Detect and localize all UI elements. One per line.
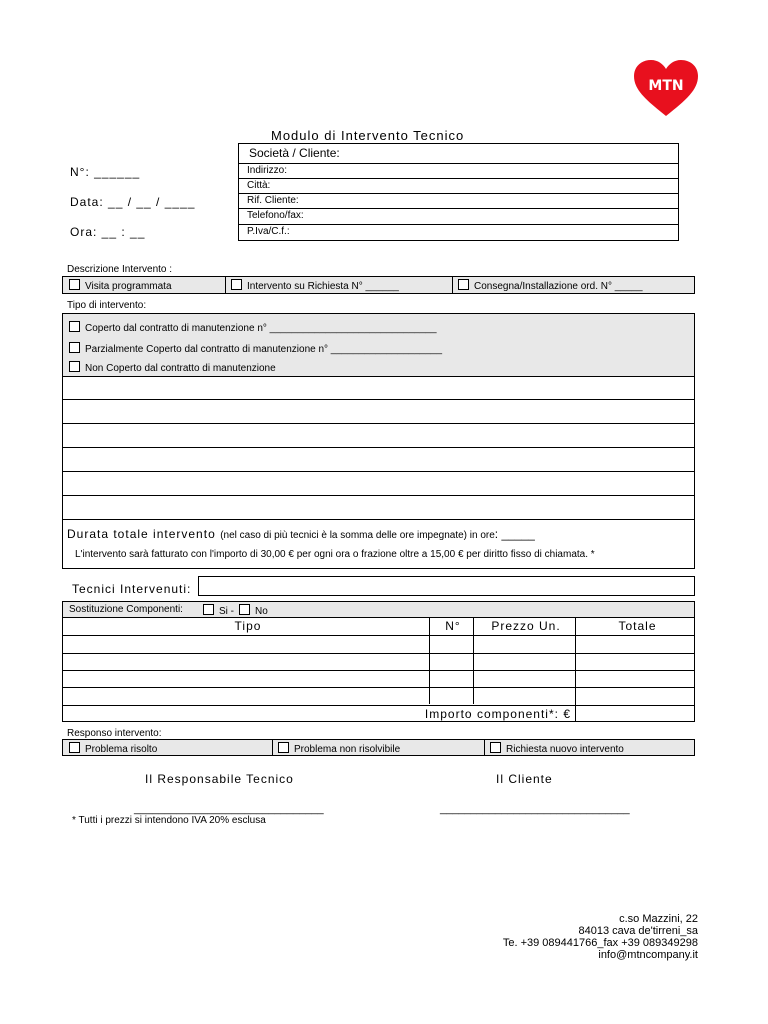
- societa-field[interactable]: Società / Cliente:: [249, 146, 340, 160]
- checkbox-icon[interactable]: [203, 604, 214, 615]
- checkbox-icon[interactable]: [458, 279, 469, 290]
- footer-line-4: info@mtncompany.it: [598, 949, 698, 961]
- checkbox-icon[interactable]: [69, 321, 80, 332]
- col-tipo: Tipo: [234, 619, 262, 633]
- durata-field[interactable]: Durata totale intervento (nel caso di più tecnici è la somma delle ore impegnate) in ore: _____: [67, 527, 535, 541]
- sostituzione-no-option[interactable]: No: [235, 604, 268, 617]
- tecnici-input[interactable]: [198, 576, 695, 596]
- checkbox-icon[interactable]: [69, 342, 80, 353]
- rif-cliente-field[interactable]: Rif. Cliente:: [247, 195, 299, 206]
- mtn-logo: [632, 58, 700, 118]
- sostituzione-si-option[interactable]: Si -: [199, 604, 234, 617]
- checkbox-icon[interactable]: [69, 279, 80, 290]
- data-field[interactable]: Data: __ / __ / ____: [70, 195, 196, 209]
- consegna-installazione-option[interactable]: Consegna/Installazione ord. N° _____: [454, 279, 643, 292]
- responsabile-tecnico-label: Il Responsabile Tecnico: [145, 772, 294, 786]
- coperto-option[interactable]: Coperto dal contratto di manutenzione n° ______________________________: [65, 321, 437, 334]
- problema-non-risolvibile-option[interactable]: Problema non risolvibile: [274, 742, 400, 755]
- checkbox-icon[interactable]: [69, 361, 80, 372]
- footer-line-2: 84013 cava de'tirreni_sa: [578, 925, 698, 937]
- firma-responsabile-line[interactable]: _______________________________: [134, 803, 324, 815]
- problema-risolto-option[interactable]: Problema risolto: [65, 742, 157, 755]
- componenti-table: [62, 617, 695, 722]
- parzialmente-coperto-option[interactable]: Parzialmente Coperto dal contratto di manutenzione n° ____________________: [65, 342, 442, 355]
- checkbox-icon[interactable]: [69, 742, 80, 753]
- citta-field[interactable]: Città:: [247, 180, 271, 191]
- descrizione-box: [62, 276, 695, 294]
- form-title: Modulo di Intervento Tecnico: [271, 128, 465, 143]
- sostituzione-box: [62, 601, 695, 618]
- checkbox-icon[interactable]: [239, 604, 250, 615]
- cliente-box: [238, 143, 679, 241]
- footer-line-1: c.so Mazzini, 22: [619, 913, 698, 925]
- piva-field[interactable]: P.Iva/C.f.:: [247, 226, 290, 237]
- responso-label: Responso intervento:: [67, 728, 162, 739]
- col-prezzo: Prezzo Un.: [491, 619, 561, 633]
- fattura-note: L'intervento sarà fatturato con l'importo di 30,00 € per ogni ora o frazione oltre a 15,00 € per diritto fisso di chiamata. *: [75, 549, 595, 560]
- ora-field[interactable]: Ora: __ : __: [70, 225, 146, 239]
- logo-text: MTN: [648, 78, 684, 94]
- richiesta-nuovo-intervento-option[interactable]: Richiesta nuovo intervento: [486, 742, 624, 755]
- checkbox-icon[interactable]: [490, 742, 501, 753]
- footer-line-3: Te. +39 089441766_fax +39 089349298: [502, 937, 698, 949]
- tipo-label: Tipo di intervento:: [67, 300, 147, 311]
- nota-iva: * Tutti i prezzi si intendono IVA 20% esclusa: [72, 815, 266, 826]
- descrizione-label: Descrizione Intervento :: [67, 264, 173, 275]
- checkbox-icon[interactable]: [231, 279, 242, 290]
- responso-box: [62, 739, 695, 756]
- tecnici-label: Tecnici Intervenuti:: [72, 582, 192, 596]
- col-numero: N°: [445, 619, 461, 633]
- visita-programmata-option[interactable]: Visita programmata: [65, 279, 172, 292]
- telefono-field[interactable]: Telefono/fax:: [247, 210, 304, 221]
- numero-field[interactable]: N°: ______: [70, 165, 141, 179]
- checkbox-icon[interactable]: [278, 742, 289, 753]
- indirizzo-field[interactable]: Indirizzo:: [247, 165, 288, 176]
- importo-componenti-label: Importo componenti*: €: [424, 707, 571, 721]
- footer-address: [503, 913, 698, 961]
- non-coperto-option[interactable]: Non Coperto dal contratto di manutenzione: [65, 361, 276, 374]
- sostituzione-label: Sostituzione Componenti:: [69, 604, 183, 615]
- firma-cliente-line[interactable]: _______________________________: [440, 803, 630, 815]
- tipo-box: [62, 313, 695, 569]
- col-totale: Totale: [618, 619, 657, 633]
- cliente-label: Il Cliente: [496, 772, 553, 786]
- intervento-richiesta-option[interactable]: Intervento su Richiesta N° ______: [227, 279, 399, 292]
